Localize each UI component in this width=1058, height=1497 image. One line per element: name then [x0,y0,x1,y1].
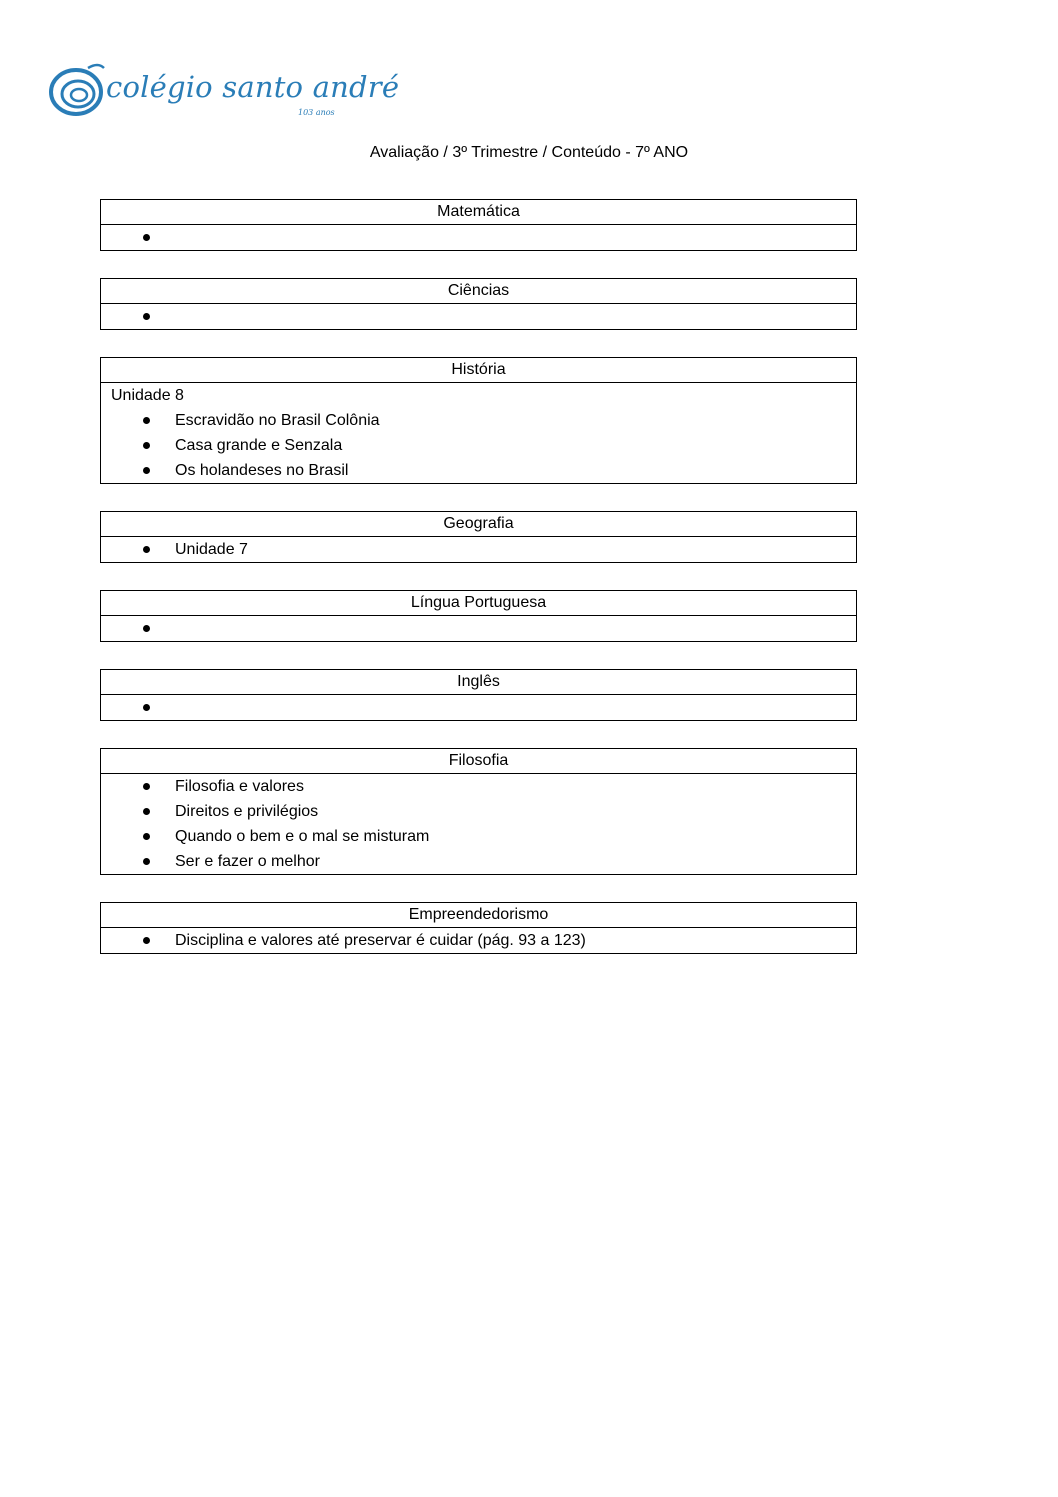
list-item [101,774,856,799]
bullet-icon [143,858,150,865]
unit-label: Unidade 8 [111,387,184,404]
subject-content [101,695,856,720]
subject-box [100,357,857,484]
bullet-icon [143,313,150,320]
bullet-icon [143,546,150,553]
list-item-text: Os holandeses no Brasil [175,462,349,479]
subject-box [100,669,857,721]
list-item [101,849,856,874]
logo-tagline: 103 anos [298,108,335,117]
list-item-text: Unidade 7 [175,541,248,558]
bullet-icon [143,783,150,790]
subject-heading: Matemática [101,200,856,225]
list-item [101,799,856,824]
bullet-icon [143,625,150,632]
subject-content [101,616,856,641]
list-item-text: Disciplina e valores até preservar é cuidar (pág. 93 a 123) [175,932,586,949]
subject-box [100,278,857,330]
list-item [101,458,856,483]
bullet-icon [143,833,150,840]
subject-heading: Inglês [101,670,856,695]
subject-content [101,537,856,562]
subject-box [100,511,857,563]
list-item-text: Ser e fazer o melhor [175,853,320,870]
subject-content [101,774,856,874]
list-item [101,537,856,562]
list-item-text: Casa grande e Senzala [175,437,343,454]
list-item [101,695,856,720]
subject-box [100,199,857,251]
list-item [101,824,856,849]
subject-content [101,304,856,329]
bullet-icon [143,704,150,711]
subject-content [101,225,856,250]
subject-heading: Língua Portuguesa [101,591,856,616]
subject-heading: Ciências [101,279,856,304]
subject-box [100,590,857,642]
subject-heading: Geografia [101,512,856,537]
bullet-icon [143,937,150,944]
bullet-icon [143,417,150,424]
bullet-icon [143,808,150,815]
bullet-icon [143,467,150,474]
page-title: Avaliação / 3º Trimestre / Conteúdo - 7º ANO [369,144,689,161]
list-item [101,616,856,641]
subject-content [101,383,856,483]
list-item-text: Direitos e privilégios [175,803,319,820]
list-item [101,433,856,458]
list-item-text: Filosofia e valores [175,778,304,795]
subject-content [101,928,856,953]
subject-heading: Empreendedorismo [101,903,856,928]
subject-heading: História [101,358,856,383]
list-item [101,225,856,250]
list-item [101,408,856,433]
list-item-text: Escravidão no Brasil Colônia [175,412,380,429]
subject-heading: Filosofia [101,749,856,774]
list-item [101,304,856,329]
bullet-icon [143,442,150,449]
list-item-text: Quando o bem e o mal se misturam [175,828,430,845]
subject-box [100,748,857,875]
subject-box [100,902,857,954]
school-logo [48,56,400,126]
subject-sections [100,199,857,981]
swirl-logo-icon [48,60,108,120]
list-item [101,928,856,953]
bullet-icon [143,234,150,241]
logo-name: colégio santo andré [106,70,400,104]
